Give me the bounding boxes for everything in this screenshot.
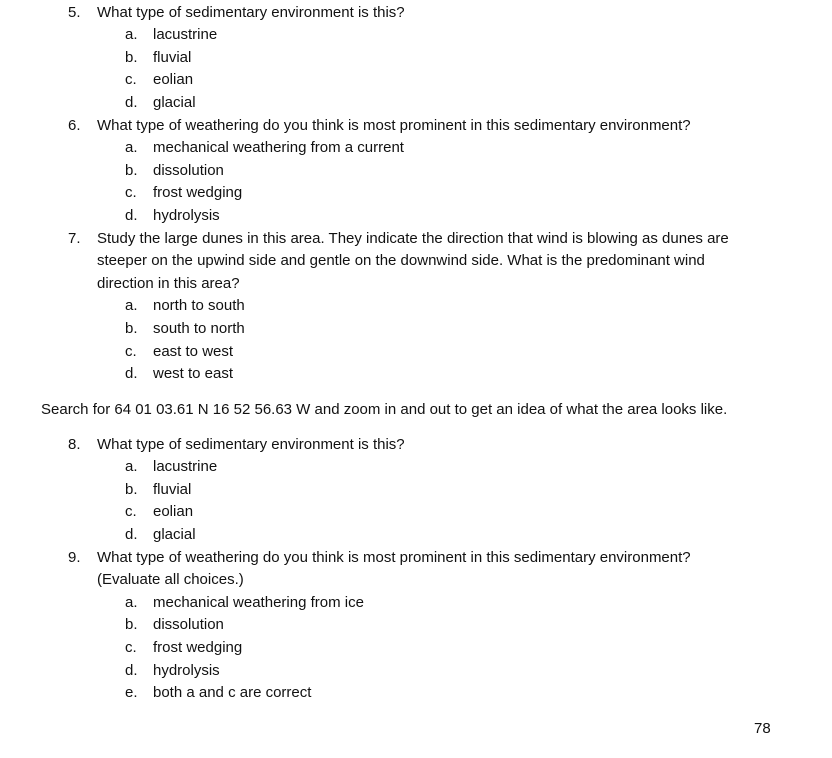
question-text: What type of sedimentary environment is this? (97, 4, 405, 21)
option-text: both a and c are correct (153, 684, 312, 701)
question-text: Study the large dunes in this area. They indicate the direction that wind is blowing as dunes are (97, 230, 729, 247)
option-text: dissolution (153, 162, 224, 179)
option-text: mechanical weathering from a current (153, 139, 404, 156)
option-letter: a. (125, 458, 138, 475)
option-text: fluvial (153, 481, 192, 498)
option-letter: c. (125, 184, 137, 201)
option-letter: d. (125, 526, 138, 543)
search-instruction: Search for 64 01 03.61 N 16 52 56.63 W and zoom in and out to get an idea of what the area looks like. (41, 401, 728, 418)
option-letter: c. (125, 639, 137, 656)
page-number: 78 (754, 720, 771, 737)
question-text: steeper on the upwind side and gentle on the downwind side. What is the predominant wind (97, 252, 705, 269)
option-text: glacial (153, 526, 196, 543)
option-text: eolian (153, 71, 194, 88)
option-letter: a. (125, 594, 138, 611)
option-text: north to south (153, 297, 245, 314)
option-text: mechanical weathering from ice (153, 594, 364, 611)
option-letter: c. (125, 343, 137, 360)
question-number: 7. (68, 230, 81, 247)
option-text: glacial (153, 94, 196, 111)
option-letter: d. (125, 207, 138, 224)
option-text: hydrolysis (153, 207, 220, 224)
option-letter: d. (125, 662, 138, 679)
option-letter: a. (125, 26, 138, 43)
option-text: lacustrine (153, 26, 218, 43)
option-letter: d. (125, 365, 138, 382)
option-letter: b. (125, 162, 138, 179)
option-text: east to west (153, 343, 234, 360)
question-text: What type of weathering do you think is most prominent in this sedimentary environment? (97, 117, 691, 134)
option-text: hydrolysis (153, 662, 220, 679)
option-text: eolian (153, 503, 194, 520)
option-letter: c. (125, 503, 137, 520)
question-text: direction in this area? (97, 275, 240, 292)
question-text: (Evaluate all choices.) (97, 571, 244, 588)
question-number: 5. (68, 4, 81, 21)
option-text: frost wedging (153, 639, 243, 656)
option-text: frost wedging (153, 184, 243, 201)
option-letter: d. (125, 94, 138, 111)
option-letter: a. (125, 139, 138, 156)
question-number: 6. (68, 117, 81, 134)
option-text: west to east (153, 365, 234, 382)
question-number: 9. (68, 549, 81, 566)
question-text: What type of sedimentary environment is this? (97, 436, 405, 453)
option-letter: b. (125, 481, 138, 498)
question-text: What type of weathering do you think is most prominent in this sedimentary environment? (97, 549, 691, 566)
option-text: south to north (153, 320, 245, 337)
option-letter: a. (125, 297, 138, 314)
option-text: lacustrine (153, 458, 218, 475)
option-letter: b. (125, 616, 138, 633)
option-text: dissolution (153, 616, 224, 633)
option-letter: b. (125, 49, 138, 66)
option-letter: b. (125, 320, 138, 337)
option-text: fluvial (153, 49, 192, 66)
option-letter: e. (125, 684, 138, 701)
option-letter: c. (125, 71, 137, 88)
question-number: 8. (68, 436, 81, 453)
